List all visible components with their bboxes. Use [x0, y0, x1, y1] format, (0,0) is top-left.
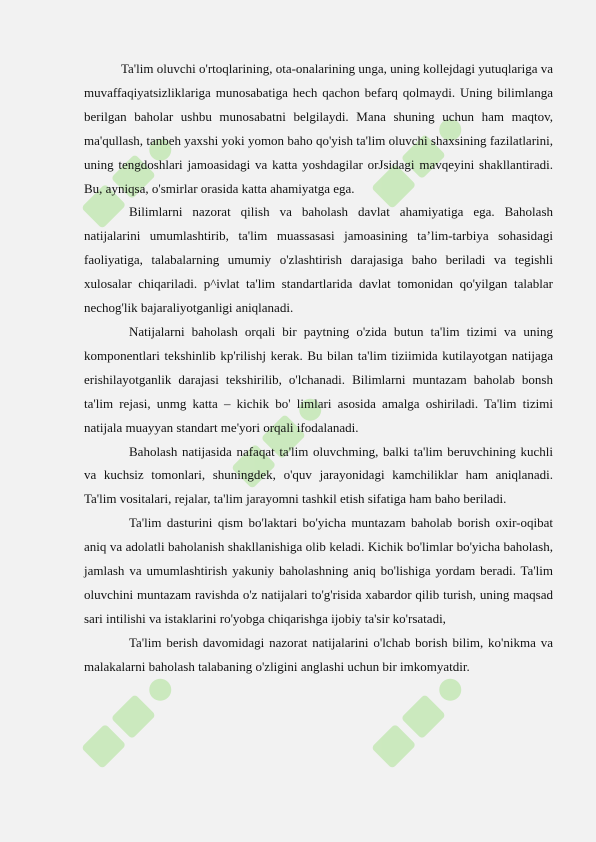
- paragraph: Ta'lim dasturini qism bo'laktari bo'yicha muntazam baholab borish oxir-oqibat aniq va adolatli baholanish shakllanishiga olib keladi. Kichik bo'limlar bo'yicha baholash, jamlash va umumlashtirish yakuniy baholashning aniq bo'lishiga yordam beradi. Ta'lim oluvchini muntazam ravishda o'z natijalari to'g'risida xabardor qilib turish, uning maqsad sari intilishi va istaklarini ro'yobga chiqarishga ijobiy ta'sir ko'rsatadi,: [84, 515, 553, 626]
- paragraph: Bilimlarni nazorat qilish va baholash davlat ahamiyatiga ega. Baholash natijalarini umumlashtirib, ta'lim muassasasi jamoasining ta’lim-tarbiya sohasidagi faoliyatiga, talabalarning umumiy o'zlashtirish darajasiga baho beriladi va tegishli xulosalar chiqariladi. p^ivlat ta'lim standartlarida davlat tomonidan qo'yilgan talablar nechog'lik bajaraliyotganligi aniqlanadi.: [84, 204, 553, 316]
- paragraph: Natijalarni baholash orqali bir paytning o'zida butun ta'lim tizimi va uning komponentlari tekshinlib kp'rilishj kerak. Bu bilan ta'lim tiziimida kutilayotgan natijaga erishilayotganlik darajasi tekshirilib, o'lchanadi. Bilimlarni muntazam baholab bonsh ta'lim rejasi, unmg katta – kichik bo' limlari asosida amalga oshiriladi. Ta'lim tizimi natijala muayyan standart me'yori orqali ifodalanadi.: [84, 323, 553, 435]
- watermark-logo: [51, 671, 178, 798]
- paragraph: Baholash natijasida nafaqat ta'lim oluvchming, balki ta'lim beruvchining kuchli va kuchsiz tomonlari, shuningdek, o'quv jarayonidagi kamchiliklar ham aniqlanadi. Ta'lim vositalari, rejalar, ta'lim jarayomni tashkil etish sifatiga ham baho beriladi.: [84, 443, 553, 507]
- paragraph: Ta'lim berish davomidagi nazorat natijalarini o'lchab borish bilim, ko'nikma va malakalarni baholash talabaning o'zligini anglashi uchun bir imkomyatdir.: [84, 634, 553, 674]
- body-text: [84, 57, 553, 679]
- paragraph: Ta'lim oluvchi o'rtoqlarining, ota-onalarining unga, uning kollejdagi yutuqlariga va muvaffaqiyatsizliklariga munosabatiga hech qachon befarq qolmaydi. Uning bilimlanga berilgan baholar ushbu munosabatni belgilaydi. Mana shuning uchun ham maqtov, ma'qullash, tanbeh yaxshi yoki yomon baho qo'yish ta'lim oluvchi shaxsining fazilatlarini, uning tengdoshlari jamoasidagi va katta yoshdagilar orJsidagi mavqeyini shakllantiradi. Bu, ayniqsa, o'smirlar orasida katta ahamiyatga ega.: [84, 61, 553, 196]
- watermark-logo: [341, 671, 468, 798]
